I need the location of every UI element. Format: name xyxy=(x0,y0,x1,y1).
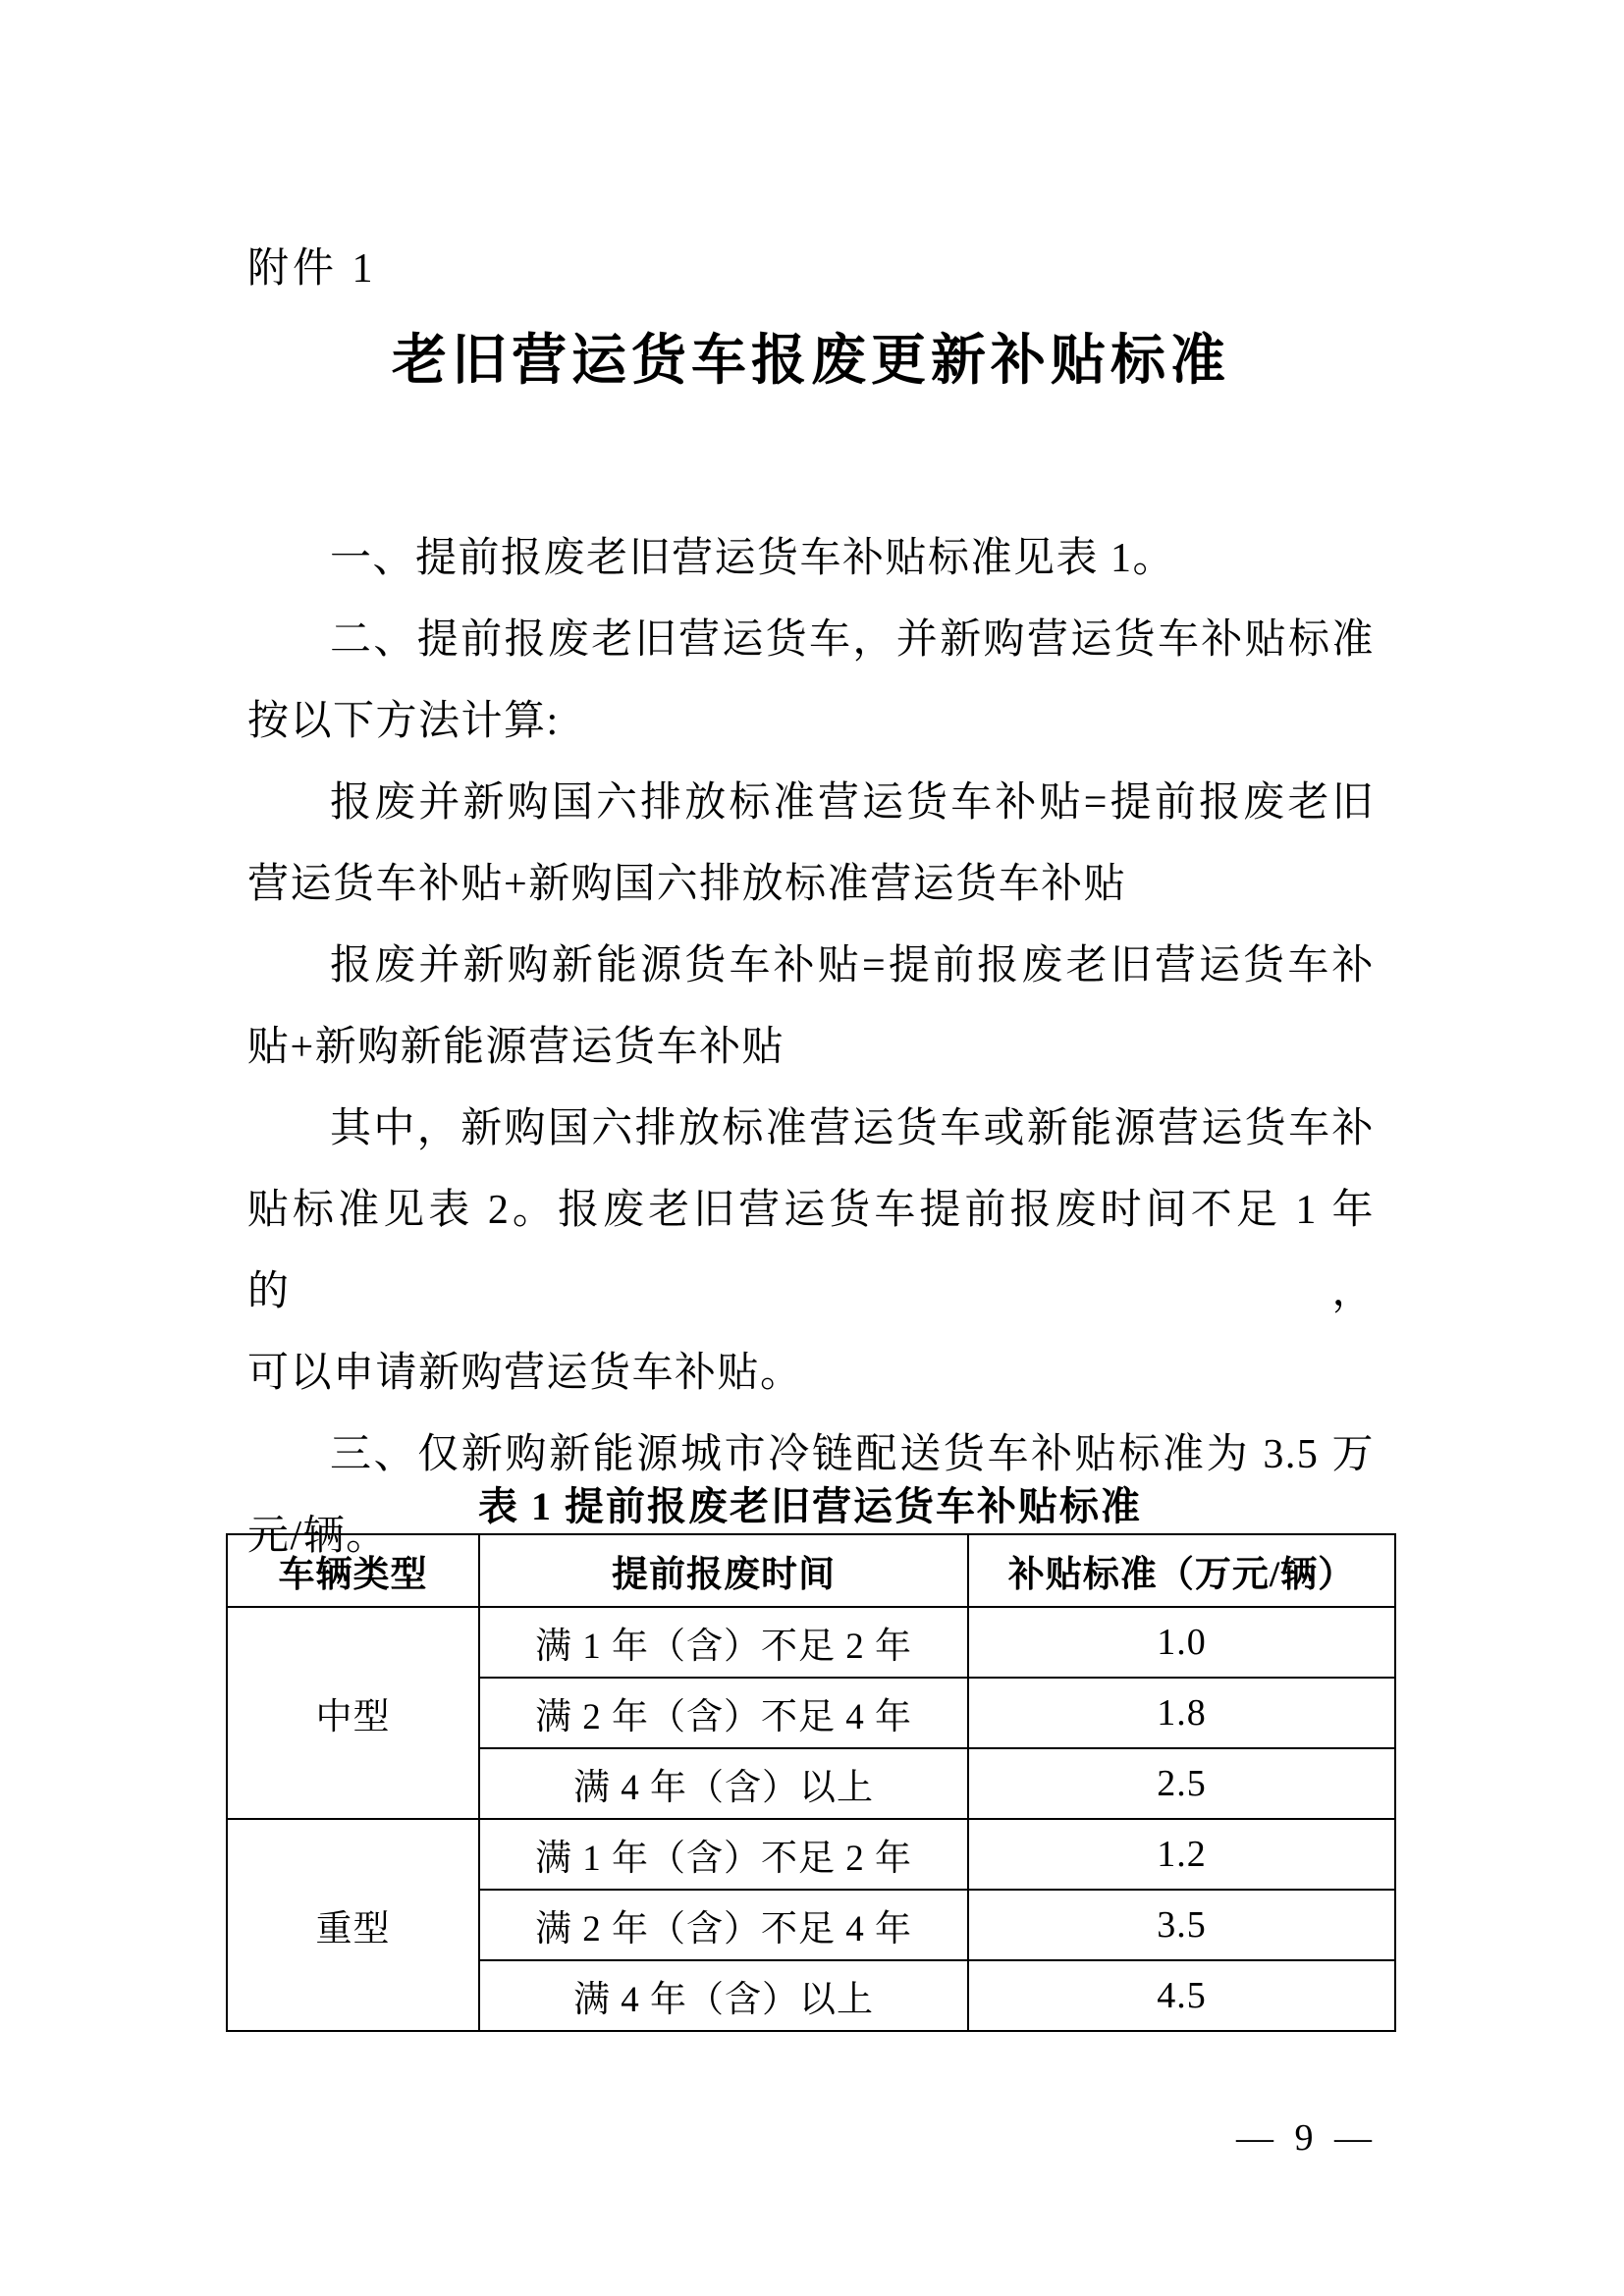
period-cell: 满 4 年（含）以上 xyxy=(479,1960,968,2031)
table-caption: 表 1 提前报废老旧营运货车补贴标准 xyxy=(478,1484,1142,1528)
body-line: 可以申请新购营运货车补贴。 xyxy=(247,1351,803,1396)
body-line: 二、提前报废老旧营运货车，并新购营运货车补贴标准 xyxy=(330,617,1375,663)
column-header-vehicle-type: 车辆类型 xyxy=(227,1534,479,1607)
table-row xyxy=(227,1607,1395,1678)
category-cell: 重型 xyxy=(227,1819,479,2031)
subsidy-cell: 1.2 xyxy=(968,1819,1395,1890)
body-line: 三、仅新购新能源城市冷链配送货车补贴标准为 3.5 万 xyxy=(330,1432,1375,1477)
body-line: 贴标准见表 2。报废老旧营运货车提前报废时间不足 1 年的， xyxy=(247,1188,1375,1314)
body-line: 报废并新购国六排放标准营运货车补贴=提前报废老旧 xyxy=(330,780,1375,826)
subsidy-table xyxy=(226,1533,1396,2032)
subsidy-cell: 1.8 xyxy=(968,1678,1395,1748)
body-line: 报废并新购新能源货车补贴=提前报废老旧营运货车补 xyxy=(330,943,1375,988)
page-number: — 9 — xyxy=(1236,2117,1378,2159)
category-cell: 中型 xyxy=(227,1607,479,1819)
subsidy-cell: 1.0 xyxy=(968,1607,1395,1678)
body-line: 按以下方法计算: xyxy=(247,699,560,744)
table-row xyxy=(227,1819,1395,1890)
attachment-label: 附件 1 xyxy=(247,246,377,292)
page-title: 老旧营运货车报废更新补贴标准 xyxy=(392,331,1230,392)
period-cell: 满 2 年（含）不足 4 年 xyxy=(479,1678,968,1748)
body-line: 一、提前报废老旧营运货车补贴标准见表 1。 xyxy=(330,536,1176,581)
column-header-subsidy-standard: 补贴标准（万元/辆） xyxy=(968,1534,1395,1607)
body-line: 营运货车补贴+新购国六排放标准营运货车补贴 xyxy=(247,862,1127,907)
body-line: 元/辆。 xyxy=(247,1514,389,1559)
body-text xyxy=(247,518,1375,1577)
period-cell: 满 1 年（含）不足 2 年 xyxy=(479,1607,968,1678)
period-cell: 满 4 年（含）以上 xyxy=(479,1748,968,1819)
subsidy-cell: 4.5 xyxy=(968,1960,1395,2031)
subsidy-cell: 3.5 xyxy=(968,1890,1395,1960)
column-header-scrap-time: 提前报废时间 xyxy=(479,1534,968,1607)
subsidy-cell: 2.5 xyxy=(968,1748,1395,1819)
body-line: 贴+新购新能源营运货车补贴 xyxy=(247,1025,785,1070)
table-header-row xyxy=(227,1534,1395,1607)
body-line: 其中，新购国六排放标准营运货车或新能源营运货车补 xyxy=(330,1106,1375,1151)
period-cell: 满 2 年（含）不足 4 年 xyxy=(479,1890,968,1960)
period-cell: 满 1 年（含）不足 2 年 xyxy=(479,1819,968,1890)
